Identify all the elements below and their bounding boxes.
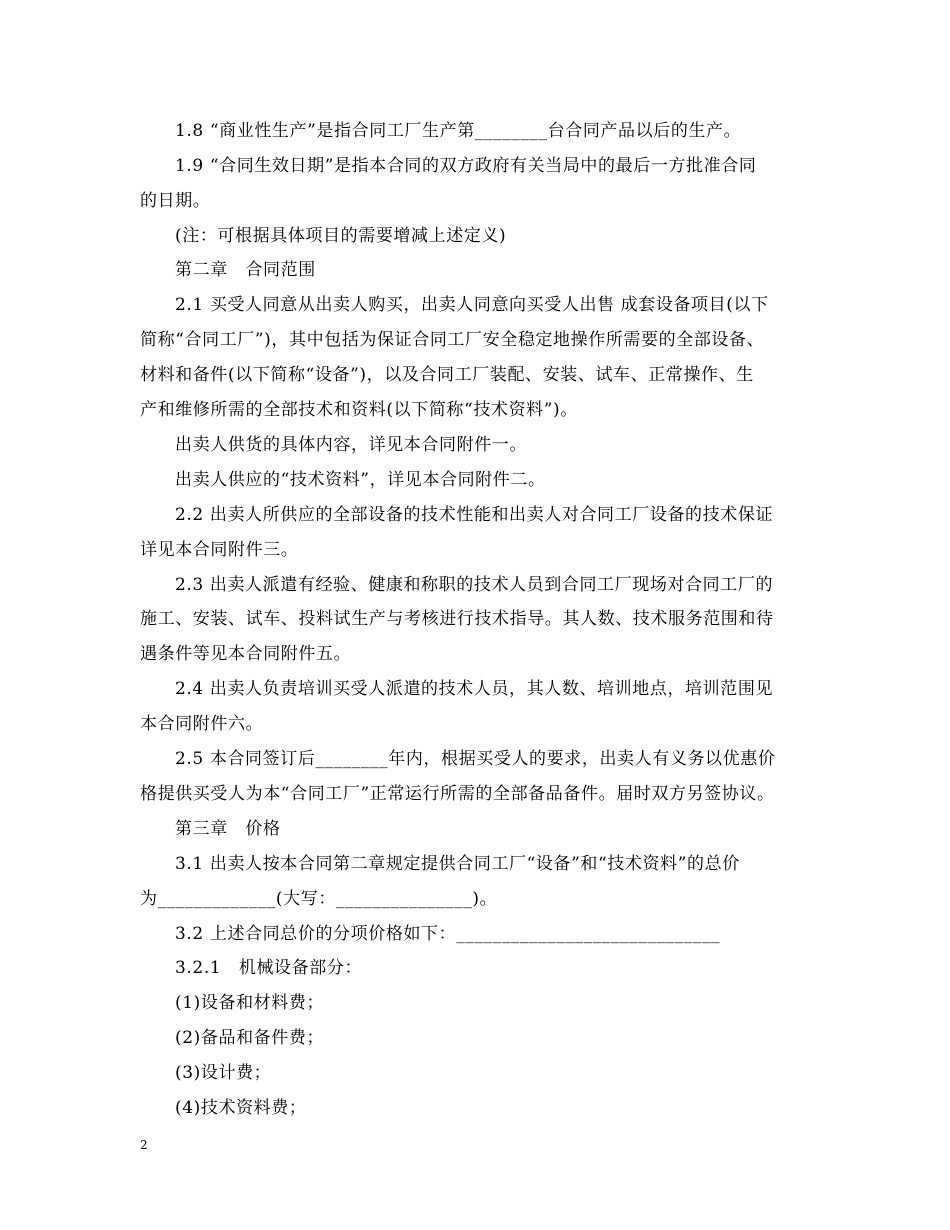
text-line: 3.1 出卖人按本合同第二章规定提供合同工厂“设备”和“技术资料”的总价	[175, 854, 740, 874]
text-line: 出卖人供应的“技术资料”，详见本合同附件二。	[175, 470, 546, 490]
text-line: 产和维修所需的全部技术和资料(以下简称“技术资料”)。	[140, 400, 578, 420]
list-item: (3)设计费；	[175, 1063, 272, 1083]
list-item: (4)技术资料费；	[175, 1098, 307, 1118]
text-line: 的日期。	[140, 191, 211, 211]
text-line: 2.3 出卖人派遣有经验、健康和称职的技术人员到合同工厂现场对合同工厂的	[175, 575, 774, 595]
text-line: 3.2 上述合同总价的分项价格如下：_____________________________	[175, 924, 721, 944]
list-item: (2)备品和备件费；	[175, 1028, 325, 1048]
text-line: 本合同附件六。	[140, 714, 264, 734]
page-number: 2	[140, 1138, 148, 1152]
text-line: 1.8 “商业性生产”是指合同工厂生产第________台合同产品以后的生产。	[175, 121, 742, 141]
text-line: 详见本合同附件三。	[140, 540, 299, 560]
text-line: 为_____________(大写：_______________)。	[140, 889, 498, 909]
text-line: 格提供买受人为本“合同工厂”正常运行所需的全部备品备件。届时双方另签协议。	[140, 784, 775, 804]
text-line: 3.2.1 机械设备部分：	[175, 958, 363, 978]
text-line: 遇条件等见本合同附件五。	[140, 644, 352, 664]
text-line: 2.5 本合同签订后________年内，根据买受人的要求，出卖人有义务以优惠价	[175, 749, 776, 769]
text-line: 1.9 “合同生效日期”是指本合同的双方政府有关当局中的最后一方批准合同	[175, 156, 757, 176]
text-line: 简称“合同工厂”)，其中包括为保证合同工厂安全稳定地操作所需要的全部设备、	[140, 330, 765, 350]
text-line: 2.2 出卖人所供应的全部设备的技术性能和出卖人对合同工厂设备的技术保证	[175, 505, 774, 525]
list-item: (1)设备和材料费；	[175, 993, 325, 1013]
text-line: 2.4 出卖人负责培训买受人派遣的技术人员，其人数、培训地点，培训范围见	[175, 679, 774, 699]
text-line: 施工、安装、试车、投料试生产与考核进行技术指导。其人数、技术服务范围和待	[140, 609, 774, 629]
chapter-heading: 第二章 合同范围	[175, 260, 316, 280]
text-line: 2.1 买受人同意从出卖人购买，出卖人同意向买受人出售 成套设备项目(以下	[175, 295, 769, 315]
text-line: (注：可根据具体项目的需要增减上述定义)	[175, 226, 507, 246]
chapter-heading: 第三章 价格	[175, 819, 281, 839]
text-line: 材料和备件(以下简称“设备”)，以及合同工厂装配、安装、试车、正常操作、生	[140, 365, 754, 385]
text-line: 出卖人供货的具体内容，详见本合同附件一。	[175, 435, 527, 455]
